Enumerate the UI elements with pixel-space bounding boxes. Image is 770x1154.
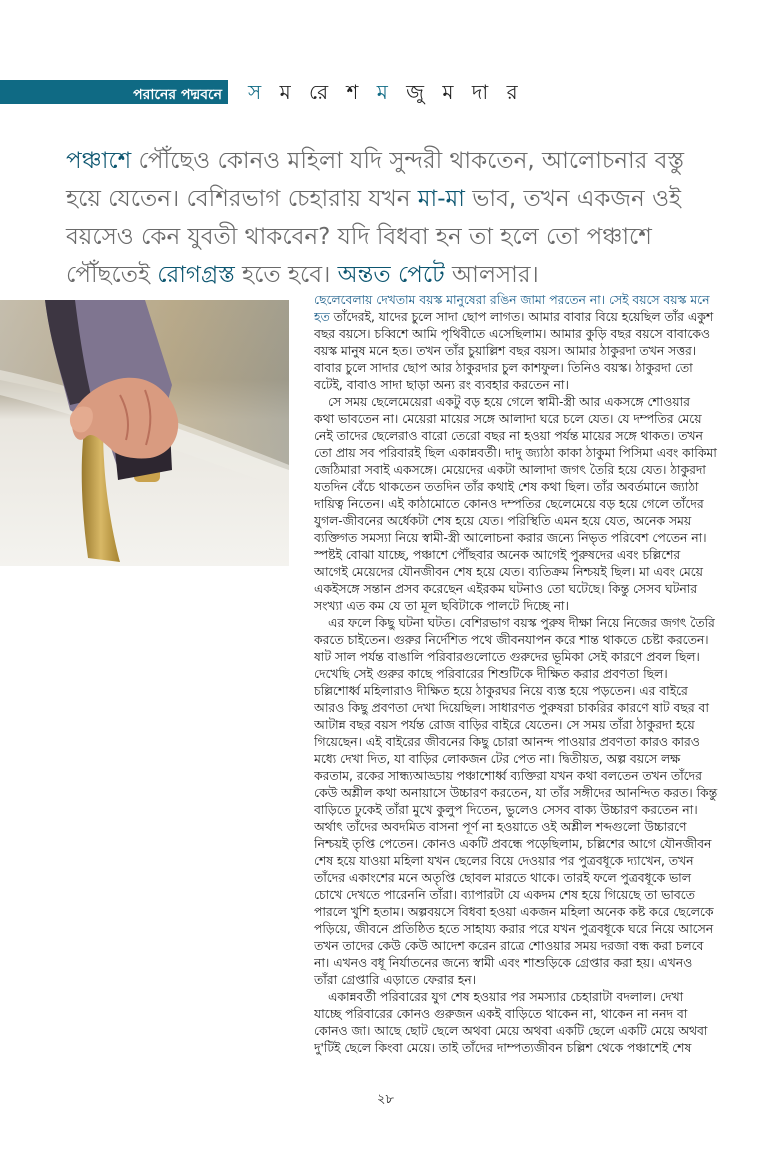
body-text: অর্থাৎ তাঁদের অবদমিত বাসনা পূর্ণ না হওয়াতে ওই অশ্লীল শব্দগুলো উচ্চারণে (314, 820, 687, 834)
body-text: জেঠিমারা সবাই একসঙ্গে। মেয়েদের একটা আলাদা জগৎ তৈরি হয়ে যেত। ঠাকুরদা (314, 463, 706, 477)
body-text: পারলে খুশি হতাম। অল্পবয়সে বিধবা হওয়া একজন মহিলা অনেক কষ্ট করে ছেলেকে (314, 905, 714, 919)
section-band (0, 80, 228, 104)
body-text: ষাট সাল পর্যন্ত বাঙালি পরিবারগুলোতে গুরুদের ভূমিকা সেই কারণে প্রবল ছিল। (314, 650, 700, 664)
body-line (314, 445, 764, 462)
body-line (314, 581, 764, 598)
section-title: পরানের পদ্মবনে (133, 87, 222, 103)
body-line (314, 564, 764, 581)
body-line (314, 683, 764, 700)
body-text: দেখেছি সেই গুরুর কাছে পরিবারের শিশুটিকে দীক্ষিত করার প্রবণতা ছিল। (314, 667, 668, 681)
body-line (314, 615, 764, 632)
body-text: কেউ অশ্লীল কথা অনায়াসে উচ্চারণ করতেন, যা তাঁর সঙ্গীদের আনন্দিত করত। কিন্তু (314, 786, 718, 800)
quote-text: আলসার। (444, 262, 539, 288)
body-text: দু'টিই ছেলে কিংবা মেয়ে। তাই তাঁদের দাম্পত্যজীবন চল্লিশ থেকে পঞ্চাশেই শেষ (314, 1041, 692, 1055)
body-line (314, 377, 764, 394)
quote-text: হয়ে যেতেন। বেশিরভাগ চেহারায় যখন (66, 186, 418, 212)
body-line (314, 479, 764, 496)
body-text: মধ্যে দেখা দিত, যা বাড়ির লোকজন টের পেত না। দ্বিতীয়ত, অল্প বয়সে লক্ষ (314, 752, 681, 766)
author-highlight: ম (376, 80, 394, 104)
body-text: কোনও জা। আছে ছোট ছেলে অথবা মেয়ে অথবা একটি ছেলে একটি মেয়ে অথবা (314, 1024, 708, 1038)
body-highlight: হত (314, 310, 330, 324)
body-text: দায়িত্ব নিতেন। এই কাঠামোতে কোনও দম্পতির ছেলেমেয়ে বড় হয়ে গেলে তাঁদের (314, 497, 704, 511)
quote-line (66, 256, 706, 294)
body-line (314, 547, 764, 564)
body-text: বাবার চুলে সাদার ছোপ আর ঠাকুরদার চুল কাশফুল। তিনিও বয়স্ক। ঠাকুরদা তো (314, 361, 693, 375)
author-name (248, 78, 524, 111)
body-text: আগেই মেয়েদের যৌনজীবন শেষ হয়ে যেত। ব্যতিক্রম নিশ্চয়ই ছিল। মা এবং মেয়ে (314, 565, 703, 579)
body-text: গিয়েছেন। এই বাইরের জীবনের কিছু চোরা আনন্দ পাওয়ার প্রবণতা কারও কারও (314, 735, 700, 749)
body-line (314, 972, 764, 989)
body-text: এর ফলে কিছু ঘটনা ঘটত। বেশিরভাগ বয়স্ক পুরুষ দীক্ষা নিয়ে নিজের জগৎ তৈরি (328, 616, 715, 630)
quote-text: বয়সেও কেন যুবতী থাকবেন? যদি বিধবা হন তা হলে তো পঞ্চাশে (66, 224, 652, 250)
hand-on-cane-image (0, 300, 289, 566)
quote-text: পৌঁছেও কোনও মহিলা যদি সুন্দরী থাকতেন, আলোচনার বস্তু (131, 148, 685, 174)
body-line (314, 666, 764, 683)
body-text: শেষ হয়ে যাওয়া মহিলা যখন ছেলের বিয়ে দেওয়ার পর পুত্রবধূকে দ্যাখেন, তখন (314, 854, 694, 868)
body-line (314, 411, 764, 428)
body-line (314, 360, 764, 377)
body-line (314, 904, 764, 921)
body-text: তো প্রায় সব পরিবারই ছিল একান্নবর্তী। দাদু জ্যাঠা কাকা ঠাকুমা পিসিমা এবং কাকিমা (314, 446, 717, 460)
body-text: আটান্ন বছর বয়স পর্যন্ত রোজ বাড়ির বাইরে যেতেন। সে সময় তাঁরা ঠাকুরদা হয়ে (314, 718, 695, 732)
body-line (314, 717, 764, 734)
body-text: পড়িয়ে, জীবনে প্রতিষ্ঠিত হতে সাহায্য করার পরে যখন পুত্রবধূকে ঘরে নিয়ে আসেন (314, 922, 714, 936)
body-line (314, 938, 764, 955)
body-text: সে সময় ছেলেমেয়েরা একটু বড় হয়ে গেলে স্বামী-স্ত্রী আর একসঙ্গে শোওয়ার (328, 395, 690, 409)
body-line (314, 700, 764, 717)
author-highlight: স (248, 80, 268, 104)
body-line (314, 462, 764, 479)
body-line (314, 343, 764, 360)
pull-quote (66, 142, 706, 294)
body-line (314, 309, 764, 326)
body-text: তাঁরা গ্রেপ্তারি এড়াতে ফেরার হন। (314, 973, 477, 987)
body-line (314, 989, 764, 1006)
body-line (314, 530, 764, 547)
body-text: নিশ্চয়ই তৃপ্তি পেতেন। কোনও একটি প্রবন্ধে পড়েছিলাম, চল্লিশের আগে যৌনজীবন (314, 837, 712, 851)
quote-line (66, 180, 706, 218)
body-text: বটেই, বাবাও সাদা ছাড়া অন্য রং ব্যবহার করতেন না। (314, 378, 569, 392)
body-line (314, 1023, 764, 1040)
body-text: বছর বয়সে। চব্বিশে আমি পৃথিবীতে এসেছিলাম। আমার কুড়ি বছর বয়সে বাবাকেও (314, 327, 710, 341)
quote-text: পৌঁছতেই (66, 262, 158, 288)
body-text: বাড়িতে ঢুকেই তাঁরা মুখে কুলুপ দিতেন, ভুলেও সেসব বাক্য উচ্চারণ করতেন না। (314, 803, 698, 817)
body-line (314, 1040, 764, 1057)
body-line (314, 768, 764, 785)
body-text: আরও কিছু প্রবণতা দেখা দিয়েছিল। সাধারণত পুরুষরা চাকরির কারণে ষাট বছর বা (314, 701, 709, 715)
body-line (314, 292, 764, 309)
body-text: স্পষ্টই বোঝা যাচ্ছে, পঞ্চাশে পৌঁছবার অনেক আগেই পুরুষদের এবং চল্লিশের (314, 548, 681, 562)
body-line (314, 853, 764, 870)
body-text: সংখ্যা এত কম যে তা মূল ছবিটাকে পালটে দিচ্ছে না। (314, 599, 569, 613)
body-text: একান্নবর্তী পরিবারের যুগ শেষ হওয়ার পর সমস্যার চেহারাটা বদলাল। দেখা (328, 990, 684, 1004)
body-highlight: ছেলেবেলায় দেখতাম বয়স্ক মানুষেরা রঙিন জামা পরতেন না। সেই বয়সে বয়স্ক মনে (314, 293, 710, 307)
body-text: যুগল-জীবনের অর্ধেকটা শেষ হয়ে যেত। পরিস্থিতি এমন হয়ে যেত, অনেক সময় (314, 514, 692, 528)
body-line (314, 734, 764, 751)
body-text: তখন তাদের কেউ কেউ আদেশ করেন রাত্রে শোওয়ার সময় দরজা বন্ধ করা চলবে (314, 939, 704, 953)
body-text: চল্লিশোর্ধ্ব মহিলারাও দীক্ষিত হয়ে ঠাকুরঘর নিয়ে ব্যস্ত হয়ে পড়তেন। এর বাইরে (314, 684, 688, 698)
body-line (314, 836, 764, 853)
body-text: যতদিন বেঁচে থাকতেন ততদিন তাঁর কথাই শেষ কথা ছিল। তাঁর অবর্তমানে জ্যাঠা (314, 480, 699, 494)
author-text: জু ম দা র (393, 80, 524, 104)
body-line (314, 819, 764, 836)
body-line (314, 785, 764, 802)
quote-highlight: মা-মা (417, 186, 465, 212)
article-photo (0, 300, 289, 566)
quote-highlight: রোগগ্রস্ত (157, 262, 235, 288)
body-line (314, 751, 764, 768)
body-text: চোখে দেখতে পারেননি তাঁরা। ব্যাপারটা যে একদম শেষ হয়ে গিয়েছে তা ভাবতে (314, 888, 695, 902)
author-text: ম রে শ (267, 80, 377, 104)
body-line (314, 496, 764, 513)
body-line (314, 428, 764, 445)
body-line (314, 802, 764, 819)
body-text: না। এখনও বধূ নির্যাতনের জন্যে স্বামী এবং শাশুড়িকে গ্রেপ্তার করা হয়। এখনও (314, 956, 693, 970)
body-text: নেই তাদের ছেলেরাও বারো তেরো বছর না হওয়া পর্যন্ত মায়ের সঙ্গে থাকত। তখন (314, 429, 703, 443)
body-text: করতে চাইতেন। গুরুর নির্দেশিত পথে জীবনযাপন করে শান্ত থাকতে চেষ্টা করতেন। (314, 633, 709, 647)
body-text: একইসঙ্গে সন্তান প্রসব করেছেন এইরকম ঘটনাও তো ঘটেছে। কিন্তু সেসব ঘটনার (314, 582, 698, 596)
quote-line (66, 142, 706, 180)
quote-line (66, 218, 706, 256)
body-line (314, 394, 764, 411)
quote-text: ভাব, তখন একজন ওই (464, 186, 681, 212)
body-line (314, 632, 764, 649)
body-text: বয়স্ক মানুষ মনে হত। তখন তাঁর চুয়াল্লিশ বছর বয়স। আমার ঠাকুরদা তখন সত্তর। (314, 344, 697, 358)
page-number: ২৮ (377, 1092, 394, 1107)
body-line (314, 955, 764, 972)
body-text: করতাম, রকের সান্ধ্যআড্ডায় পঞ্চাশোর্ধ্ব ব্যক্তিরা যখন কথা বলতেন তখন তাঁদের (314, 769, 702, 783)
body-line (314, 1006, 764, 1023)
body-line (314, 649, 764, 666)
body-line (314, 326, 764, 343)
body-text: যাচ্ছে পরিবারের কোনও গুরুজন একই বাড়িতে থাকেন না, থাকেন না ননদ বা (314, 1007, 688, 1021)
body-line (314, 870, 764, 887)
body-text: তাঁদের একাংশের মনে অতৃপ্তি ছোবল মারতে থাকে। তারই ফলে পুত্রবধূকে ভাল (314, 871, 691, 885)
body-text: তাঁদেরই, যাদের চুলে সাদা ছোপ লাগত। আমার বাবার বিয়ে হয়েছিল তাঁর একুশ (329, 310, 714, 324)
body-line (314, 513, 764, 530)
body-line (314, 921, 764, 938)
body-line (314, 887, 764, 904)
quote-highlight: পঞ্চাশে (66, 148, 132, 174)
body-text: ব্যক্তিগত সমস্যা নিয়ে স্বামী-স্ত্রী আলোচনা করার জন্যে নিভৃত পরিবেশ পেতেন না। (314, 531, 707, 545)
quote-highlight: অন্তত পেটে (337, 262, 445, 288)
article-body (314, 292, 764, 1057)
quote-text: হতে হবে। (234, 262, 338, 288)
body-line (314, 598, 764, 615)
body-text: কথা ভাবতেন না। মেয়েরা মায়ের সঙ্গে আলাদা ঘরে চলে যেত। যে দম্পতির মেয়ে (314, 412, 702, 426)
